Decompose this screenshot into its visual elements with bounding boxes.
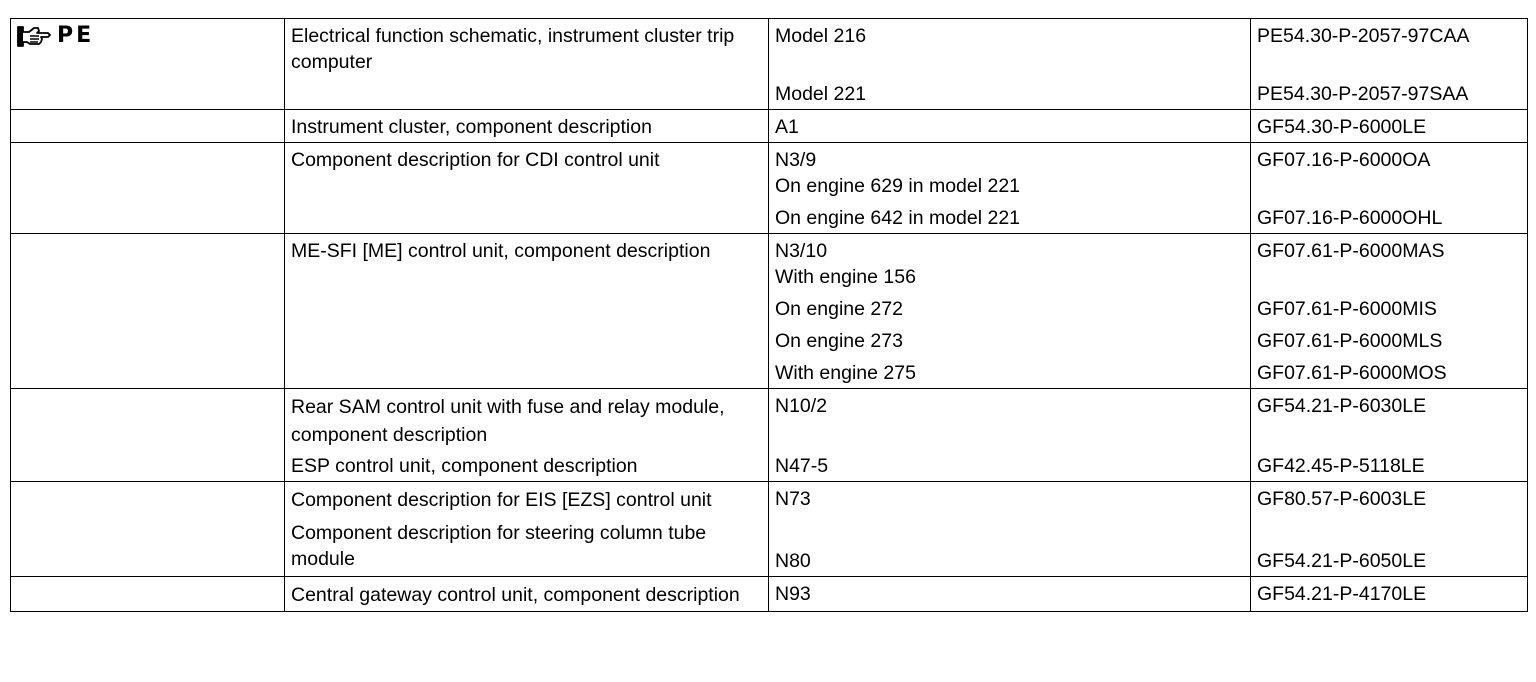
description-text: Instrument cluster, component description — [291, 116, 652, 138]
reference-table — [10, 18, 1528, 612]
reference-text: N73 — [775, 488, 811, 510]
document-number: GF07.16-P-6000OHL — [1257, 207, 1443, 229]
reference-text: Model 216 — [775, 25, 867, 47]
description-text: Component description for EIS [EZS] control unit — [291, 489, 712, 511]
table-row — [11, 110, 1528, 143]
reference-text: On engine 642 in model 221 — [775, 207, 1021, 229]
reference-cell — [769, 482, 1251, 577]
reference-text: On engine 629 in model 221 — [775, 175, 1021, 197]
description-text: Rear SAM control unit with fuse and relay module, component description — [291, 396, 725, 446]
reference-cell — [769, 389, 1251, 482]
document-number: GF54.21-P-6050LE — [1257, 550, 1427, 572]
reference-text: N80 — [775, 550, 811, 572]
pointing-hand-icon — [17, 25, 51, 47]
document-number: GF54.30-P-6000LE — [1257, 116, 1427, 138]
document-number: GF42.45-P-5118LE — [1257, 455, 1425, 477]
reference-text: N3/10 — [775, 240, 828, 262]
table-row — [11, 143, 1528, 234]
reference-cell — [769, 143, 1251, 234]
document-cell — [1251, 110, 1528, 143]
reference-text: N10/2 — [775, 395, 828, 417]
document-number: GF80.57-P-6003LE — [1257, 488, 1427, 510]
description-text: Component description for CDI control unit — [291, 149, 660, 171]
pe-mark — [11, 19, 284, 50]
reference-text: With engine 156 — [775, 266, 916, 288]
reference-text: A1 — [775, 116, 799, 138]
reference-text: On engine 273 — [775, 330, 903, 352]
description-cell — [285, 110, 769, 143]
pe-cell — [11, 19, 285, 110]
description-text: ESP control unit, component description — [291, 455, 638, 477]
reference-cell — [769, 234, 1251, 389]
reference-text: Model 221 — [775, 83, 867, 105]
document-number: GF07.61-P-6000MOS — [1257, 362, 1447, 384]
description-text: ME-SFI [ME] control unit, component description — [291, 240, 711, 262]
description-text: Component description for steering column tube module — [291, 522, 707, 570]
document-number: PE54.30-P-2057-97SAA — [1257, 83, 1469, 105]
document-number: GF07.16-P-6000OA — [1257, 149, 1431, 171]
table-row — [11, 389, 1528, 482]
document-number: GF54.21-P-6030LE — [1257, 395, 1427, 417]
document-number: PE54.30-P-2057-97CAA — [1257, 25, 1470, 47]
pe-label: PE — [57, 23, 95, 48]
document-cell — [1251, 234, 1528, 389]
description-cell — [285, 19, 769, 110]
document-number: GF07.61-P-6000MLS — [1257, 330, 1443, 352]
reference-text: With engine 275 — [775, 362, 916, 384]
description-cell — [285, 389, 769, 482]
reference-text: N3/9 — [775, 149, 817, 171]
description-cell — [285, 577, 769, 612]
table-row — [11, 577, 1528, 612]
table-row — [11, 19, 1528, 110]
description-cell — [285, 234, 769, 389]
reference-cell — [769, 110, 1251, 143]
reference-text: On engine 272 — [775, 298, 903, 320]
description-cell — [285, 143, 769, 234]
document-cell — [1251, 482, 1528, 577]
table-row — [11, 234, 1528, 389]
description-text: Central gateway control unit, component description — [291, 584, 740, 606]
document-cell — [1251, 389, 1528, 482]
reference-cell — [769, 19, 1251, 110]
description-text: Electrical function schematic, instrument cluster trip computer — [291, 25, 735, 73]
document-cell — [1251, 577, 1528, 612]
reference-text: N93 — [775, 583, 811, 605]
table-row — [11, 482, 1528, 577]
document-cell — [1251, 19, 1528, 110]
reference-cell — [769, 577, 1251, 612]
document-cell — [1251, 143, 1528, 234]
reference-text: N47-5 — [775, 455, 829, 477]
document-number: GF07.61-P-6000MIS — [1257, 298, 1437, 320]
document-number: GF54.21-P-4170LE — [1257, 583, 1427, 605]
document-number: GF07.61-P-6000MAS — [1257, 240, 1445, 262]
description-cell — [285, 482, 769, 577]
